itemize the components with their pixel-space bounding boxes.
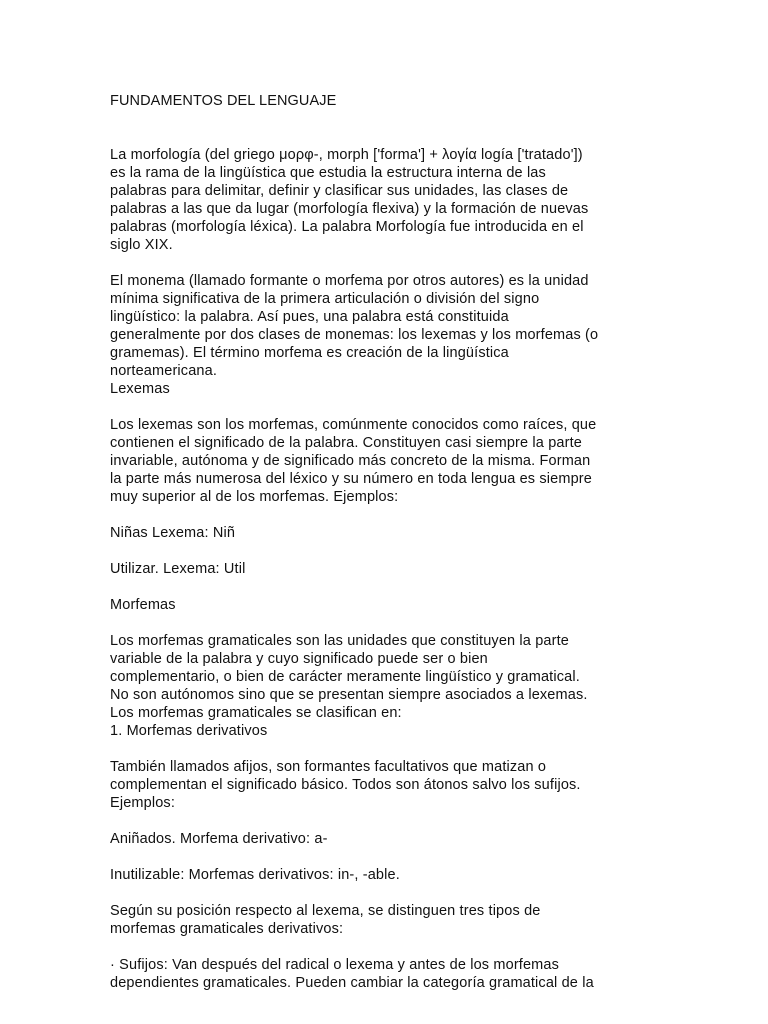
paragraph-line: La morfología (del griego μορφ-, morph ['forma'] + λογία logía ['tratado']) [110,147,583,163]
paragraph-line: siglo XIX. [110,237,173,253]
paragraph-line: Los morfemas gramaticales se clasifican en: [110,705,402,721]
paragraph-line: Niñas Lexema: Niñ [110,525,236,541]
paragraph-line: Los lexemas son los morfemas, comúnmente conocidos como raíces, que [110,417,597,433]
paragraph-line: contienen el significado de la palabra. Constituyen casi siempre la parte [110,435,582,451]
paragraph-line: Lexemas [110,381,170,397]
paragraph-line: También llamados afijos, son formantes facultativos que matizan o [110,759,547,775]
paragraph-line: 1. Morfemas derivativos [110,723,268,739]
paragraph-line: complementario, o bien de carácter meramente lingüístico y gramatical. [110,669,580,685]
paragraph-line: gramemas). El término morfema es creación de la lingüística [110,345,509,361]
paragraph-line: palabras a las que da lugar (morfología flexiva) y la formación de nuevas [110,201,589,217]
paragraph-line: Según su posición respecto al lexema, se distinguen tres tipos de [110,903,541,919]
paragraph-line: lingüístico: la palabra. Así pues, una palabra está constituida [110,309,509,325]
paragraph-line: Aniñados. Morfema derivativo: a- [110,831,328,847]
paragraph-line: morfemas gramaticales derivativos: [110,921,344,937]
paragraph-line: dependientes gramaticales. Pueden cambiar la categoría gramatical de la [110,975,594,991]
paragraph-line: · Sufijos: Van después del radical o lexema y antes de los morfemas [110,957,560,973]
paragraph-line: la parte más numerosa del léxico y su número en toda lengua es siempre [110,471,593,487]
paragraph [110,416,668,506]
paragraph-line: mínima significativa de la primera articulación o división del signo [110,291,540,307]
paragraph-line: Inutilizable: Morfemas derivativos: in-, -able. [110,867,400,883]
document-title: FUNDAMENTOS DEL LENGUAJE [110,93,337,109]
paragraph [110,902,668,938]
paragraph-line: Morfemas [110,597,176,613]
paragraph-line: es la rama de la lingüística que estudia la estructura interna de las [110,165,546,181]
paragraph-line: Los morfemas gramaticales son las unidades que constituyen la parte [110,633,569,649]
paragraph [110,524,668,542]
paragraph-line: palabras para delimitar, definir y clasificar sus unidades, las clases de [110,183,569,199]
paragraph-line: Ejemplos: [110,795,176,811]
paragraph-line: Utilizar. Lexema: Util [110,561,246,577]
paragraph [110,632,668,740]
document-body [110,146,668,992]
paragraph [110,830,668,848]
paragraph [110,956,668,992]
paragraph [110,272,668,398]
paragraph [110,866,668,884]
paragraph-line: complementan el significado básico. Todos son átonos salvo los sufijos. [110,777,581,793]
paragraph [110,758,668,812]
paragraph-line: norteamericana. [110,363,218,379]
paragraph [110,560,668,578]
paragraph-line: No son autónomos sino que se presentan siempre asociados a lexemas. [110,687,588,703]
paragraph-line: muy superior al de los morfemas. Ejemplos: [110,489,399,505]
paragraph-line: invariable, autónoma y de significado más concreto de la misma. Forman [110,453,591,469]
paragraph [110,596,668,614]
paragraph-line: palabras (morfología léxica). La palabra Morfología fue introducida en el [110,219,584,235]
paragraph-line: generalmente por dos clases de monemas: los lexemas y los morfemas (o [110,327,599,343]
paragraph-line: El monema (llamado formante o morfema por otros autores) es la unidad [110,273,589,289]
paragraph [110,146,668,254]
paragraph-line: variable de la palabra y cuyo significado puede ser o bien [110,651,488,667]
